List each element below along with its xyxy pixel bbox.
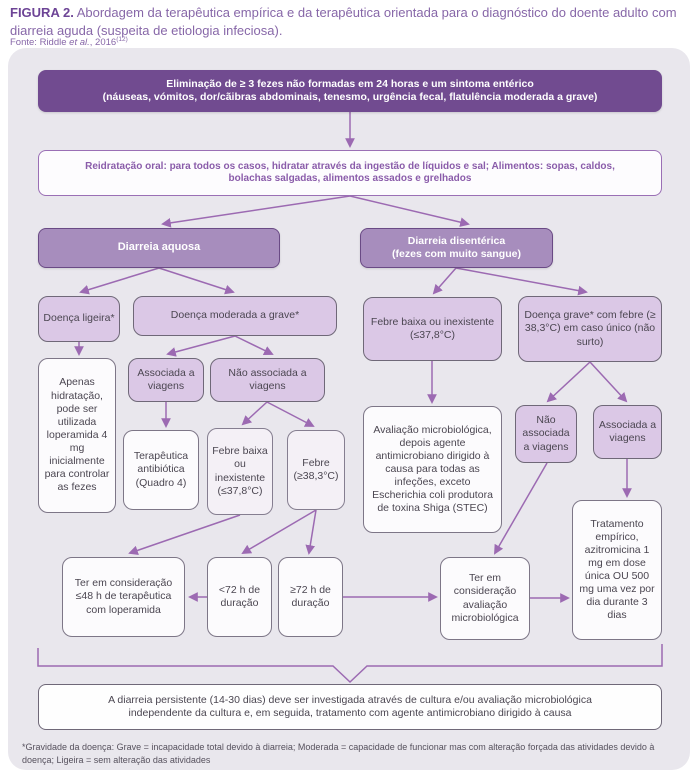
figure-title — [10, 4, 690, 39]
node-associada-viagens-direita: Associada a viagens — [593, 405, 662, 459]
node-bottom-banner: A diarreia persistente (14-30 dias) deve ser investigada através de cultura e/ou avaliação microbiológica independente da cultura e, em seguida, tratamento com agente antimicrobiano dirigido à causa — [38, 684, 662, 730]
node-febre-alta: Febre (≥38,3°C) — [287, 430, 345, 510]
source-reference: (12) — [116, 36, 128, 43]
figure-title-text: Abordagem da terapêutica empírica e da terapêutica orientada para o diagnóstico do doente adulto com diarreia aguda (suspeita de etiologia infeciosa). — [10, 5, 677, 38]
node-consideracao-loperamida: Ter em consideração ≤48 h de terapêutica com loperamida — [62, 557, 185, 637]
node-nao-associada-viagens-direita: Não associada a viagens — [515, 405, 577, 463]
footnote: *Gravidade da doença: Grave = incapacidade total devido à diarreia; Moderada = capacidade de funcionar mas com alteração forçada das atividades devido à doença; Ligeira = sem alteração das atividades — [22, 742, 655, 766]
node-nao-associada-viagens-esquerda: Não associada a viagens — [210, 358, 325, 402]
node-doenca-grave-febre: Doença grave* com febre (≥ 38,3°C) em caso único (não surto) — [518, 296, 662, 362]
node-top-banner: Eliminação de ≥ 3 fezes não formadas em 24 horas e um sintoma entérico (náuseas, vómitos, dor/cãibras abdominais, tenesmo, urgência fecal, flatulência moderada a grave) — [38, 70, 662, 112]
node-tratamento-empirico: Tratamento empírico, azitromicina 1 mg em dose única OU 500 mg uma vez por dia durante 3 dias — [572, 500, 662, 640]
node-doenca-ligeira: Doença ligeira* — [38, 296, 120, 342]
node-avaliacao-microbiologica: Avaliação microbiológica, depois agente antimicrobiano dirigido à causa para todas as infeções, exceto Escherichia coli produtora de toxina Shiga (STEC) — [363, 406, 502, 533]
node-doenca-moderada-grave: Doença moderada a grave* — [133, 296, 337, 336]
node-consideracao-avaliacao: Ter em consideração avaliação microbiológica — [440, 557, 530, 640]
node-rehydration: Reidratação oral: para todos os casos, hidratar através da ingestão de líquidos e sal; Alimentos: sopas, caldos, bolachas salgadas, alimentos assados e grelhados — [38, 150, 662, 196]
node-mais-72h: ≥72 h de duração — [278, 557, 343, 637]
node-terapeutica-antibiotica: Terapêutica antibiótica (Quadro 4) — [123, 430, 199, 510]
figure-source: Fonte: Riddle et al., 2016$^{(12)}$ — [10, 36, 128, 49]
node-diarreia-disenterica: Diarreia disentérica (fezes com muito sangue) — [360, 228, 553, 268]
node-menos-72h: <72 h de duração — [207, 557, 272, 637]
node-febre-baixa-inexistente-direita: Febre baixa ou inexistente (≤37,8°C) — [363, 297, 502, 361]
figure-label: FIGURA 2. — [10, 5, 74, 20]
node-apenas-hidratacao: Apenas hidratação, pode ser utilizada loperamida 4 mg inicialmente para controlar as fezes — [38, 358, 116, 513]
node-febre-baixa-inexistente-meio: Febre baixa ou inexistente (≤37,8°C) — [207, 428, 273, 515]
node-diarreia-aquosa: Diarreia aquosa — [38, 228, 280, 268]
node-associada-viagens-esquerda: Associada a viagens — [128, 358, 204, 402]
